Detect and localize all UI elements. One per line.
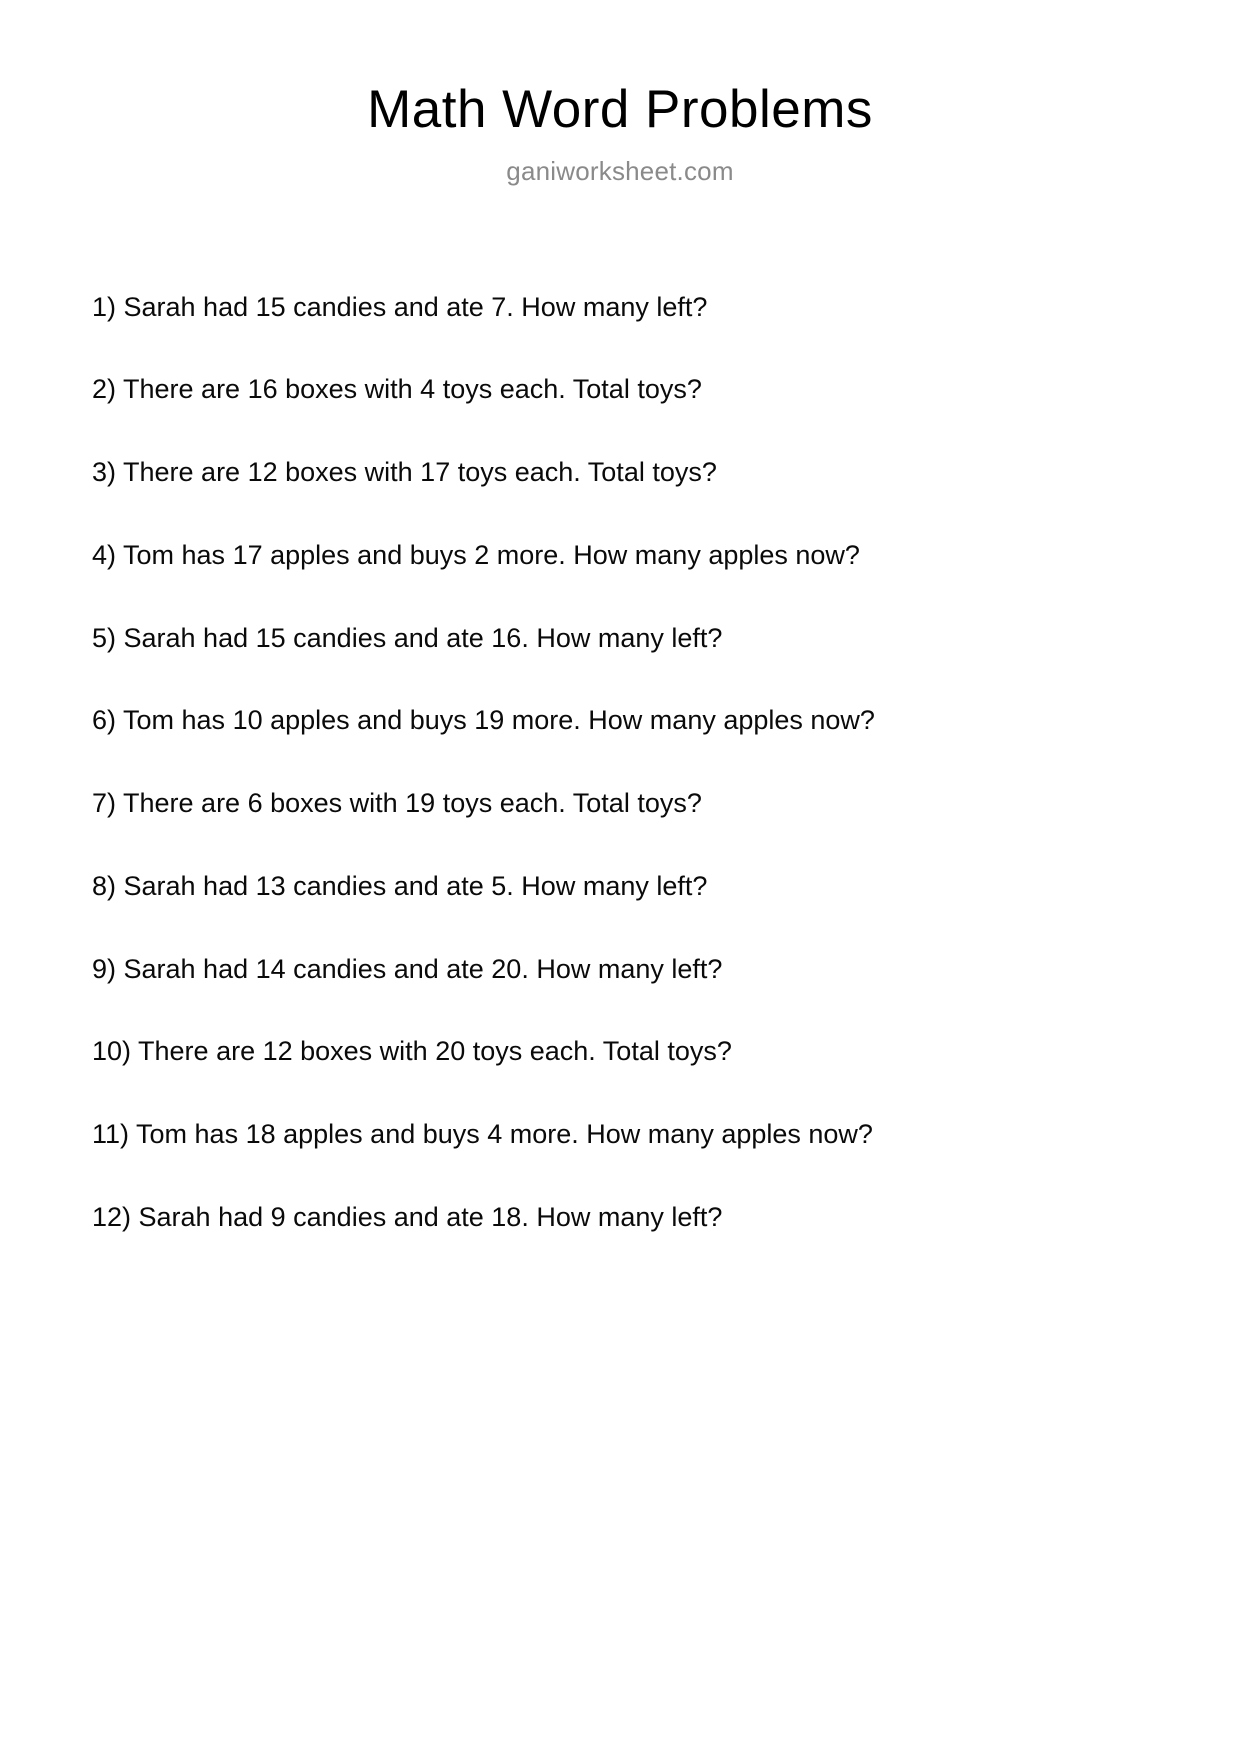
site-attribution: ganiworksheet.com — [506, 155, 734, 186]
page-title: Math Word Problems — [367, 80, 873, 139]
problem-item: 2) There are 16 boxes with 4 toys each. Total toys? — [92, 374, 702, 405]
problem-item: 3) There are 12 boxes with 17 toys each. Total toys? — [92, 457, 717, 488]
problem-item: 6) Tom has 10 apples and buys 19 more. How many apples now? — [92, 705, 875, 736]
problem-item: 12) Sarah had 9 candies and ate 18. How many left? — [92, 1201, 723, 1232]
problem-item: 1) Sarah had 15 candies and ate 7. How many left? — [92, 291, 708, 322]
problem-item: 9) Sarah had 14 candies and ate 20. How many left? — [92, 953, 723, 984]
problem-item: 7) There are 6 boxes with 19 toys each. Total toys? — [92, 788, 702, 819]
worksheet-header — [0, 0, 1240, 187]
problem-item: 10) There are 12 boxes with 20 toys each. Total toys? — [92, 1036, 732, 1067]
problem-item: 8) Sarah had 13 candies and ate 5. How many left? — [92, 870, 708, 901]
problem-item: 4) Tom has 17 apples and buys 2 more. How many apples now? — [92, 539, 860, 570]
problem-item: 11) Tom has 18 apples and buys 4 more. How many apples now? — [92, 1119, 873, 1150]
problem-list — [0, 291, 1240, 1235]
problem-item: 5) Sarah had 15 candies and ate 16. How many left? — [92, 622, 723, 653]
